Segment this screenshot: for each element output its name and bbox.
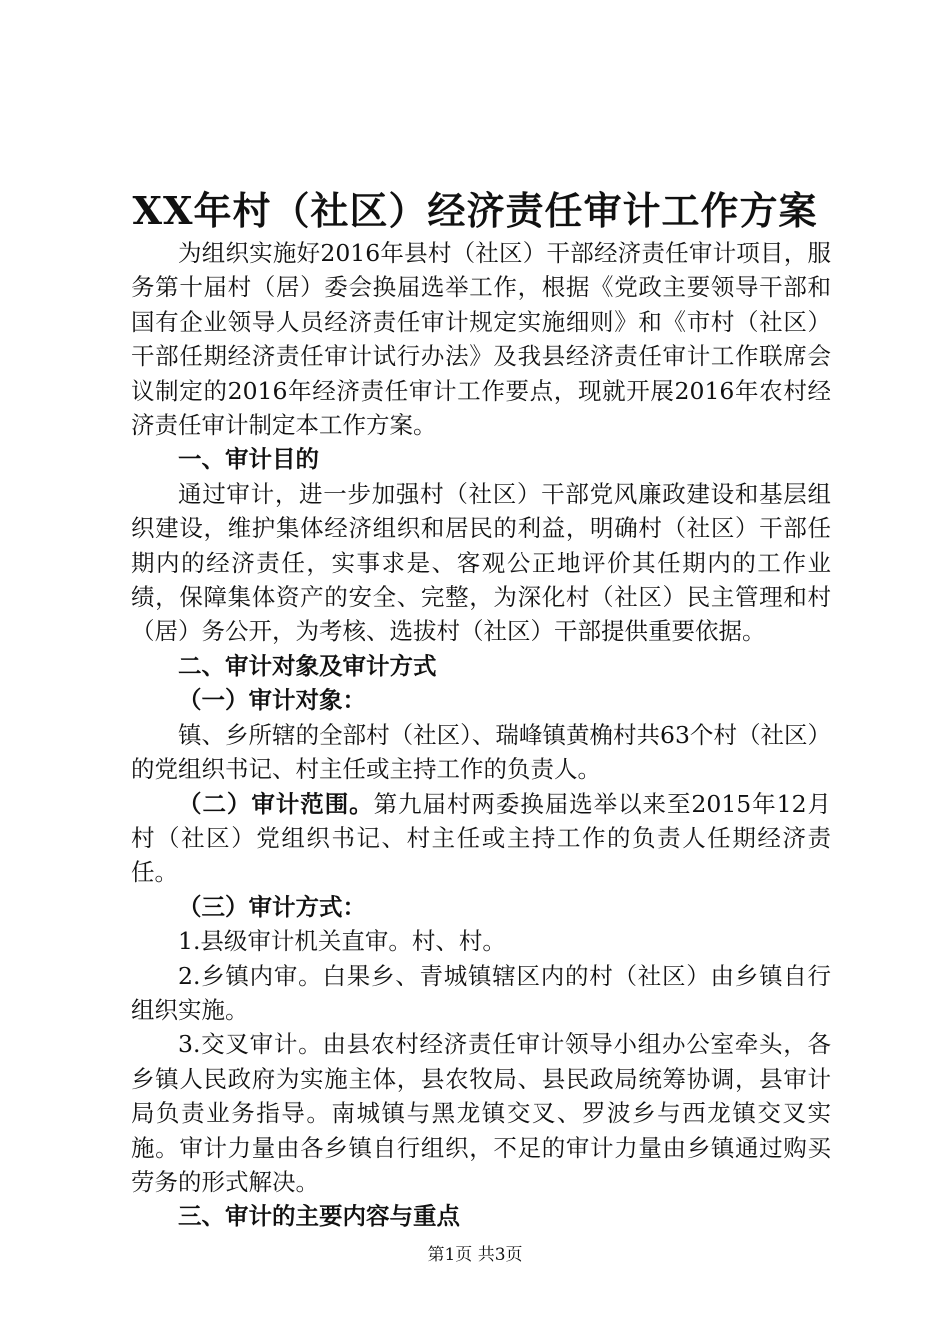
page-number-footer: 第1页 共3页	[427, 1245, 523, 1265]
subheading-audit-objects: （一）审计对象：	[178, 686, 366, 715]
audit-objects-paragraph: 镇、乡所辖的全部村（社区）、瑞峰镇黄桷村共63个村（社区）的党组织书记、村主任或主持工作的负责人。	[131, 720, 831, 784]
subheading-audit-methods: （三）审计方式：	[178, 892, 366, 921]
document-title: XX年村（社区）经济责任审计工作方案	[132, 188, 818, 233]
method-item-2: 2.乡镇内审。白果乡、青城镇辖区内的村（社区）由乡镇自行组织实施。	[131, 961, 831, 1024]
purpose-paragraph: 通过审计，进一步加强村（社区）干部党风廉政建设和基层组织建设，维护集体经济组织和居民的利益，明确村（社区）干部任期内的经济责任，实事求是、客观公正地评价其任期内的工作业绩，保障集体资产的安全、完整，为深化村（社区）民主管理和村（居）务公开，为考核、选拔村（社区）干部提供重要依据。	[131, 479, 831, 646]
method-item-3: 3.交叉审计。由县农村经济责任审计领导小组办公室牵头，各乡镇人民政府为实施主体，县农牧局、县民政局统筹协调，县审计局负责业务指导。南城镇与黑龙镇交叉、罗波乡与西龙镇交叉实施。审计力量由各乡镇自行组织，不足的审计力量由乡镇通过购买劳务的形式解决。	[131, 1030, 831, 1196]
method-item-1: 1.县级审计机关直审。村、村。	[178, 927, 506, 956]
section-heading-main-content: 三、审计的主要内容与重点	[178, 1202, 460, 1231]
audit-scope-paragraph	[131, 787, 831, 890]
section-heading-purpose: 一、审计目的	[178, 445, 319, 474]
section-heading-objects-methods: 二、审计对象及审计方式	[178, 651, 437, 680]
intro-paragraph: 为组织实施好2016年县村（社区）干部经济责任审计项目，服务第十届村（居）委会换届选举工作，根据《党政主要领导干部和国有企业领导人员经济责任审计规定实施细则》和《市村（社区）干部任期经济责任审计试行办法》及我县经济责任审计工作联席会议制定的2016年经济责任审计工作要点，现就开展2016年农村经济责任审计制定本工作方案。	[131, 239, 831, 440]
subheading-audit-scope: （二）审计范围。	[178, 789, 374, 818]
audit-scope-text: 第九届村两委换届选举以来至2015年12月村（社区）党组织书记、村主任或主持工作的负责人任期经济责任。	[131, 789, 831, 887]
document-body	[131, 236, 831, 1234]
